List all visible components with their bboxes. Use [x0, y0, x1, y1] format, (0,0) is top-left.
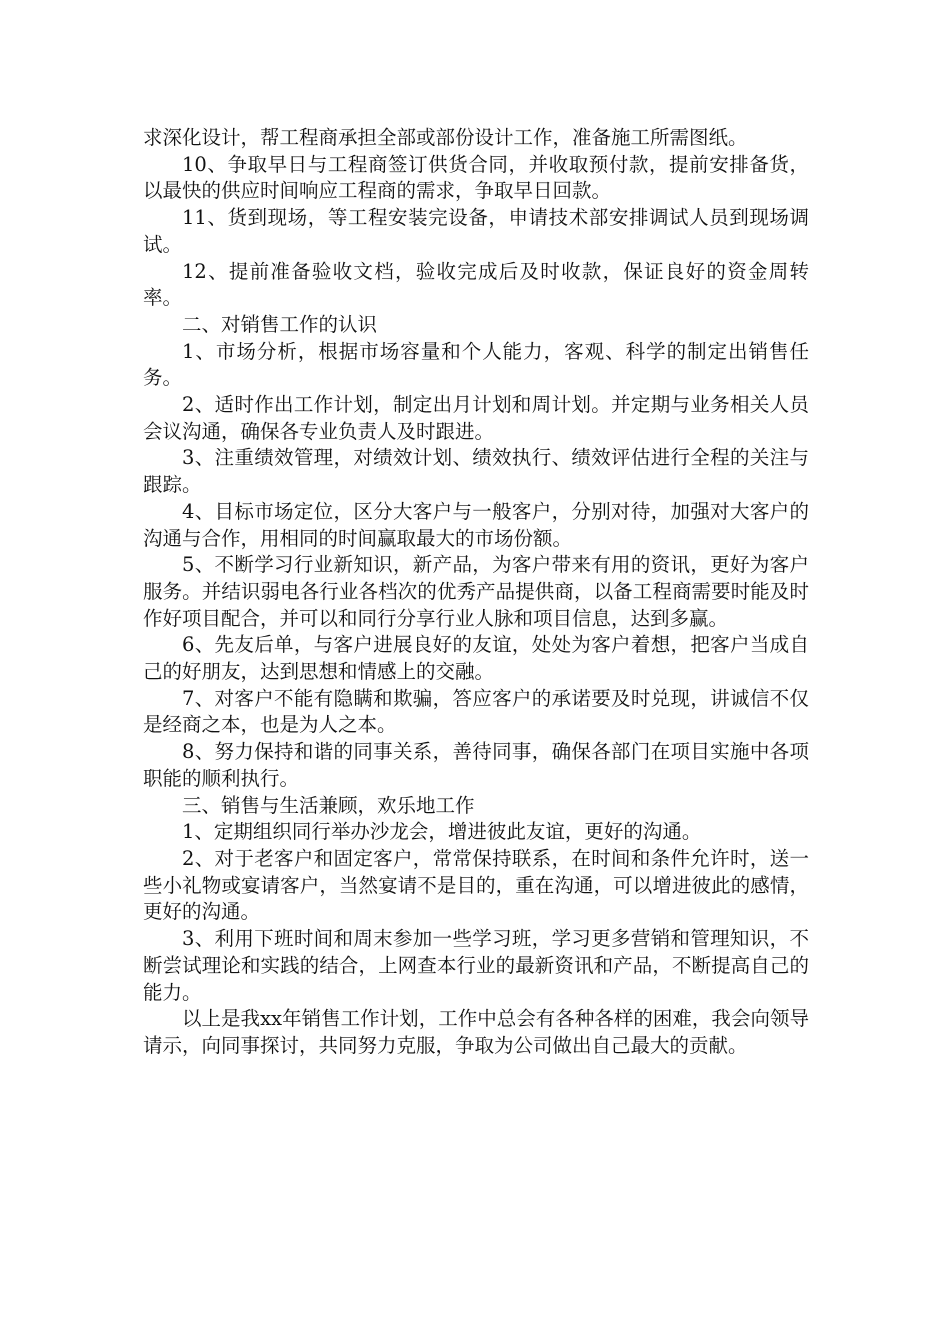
paragraph-s2-item-2: 2、适时作出工作计划，制定出月计划和周计划。并定期与业务相关人员会议沟通，确保各专业负责人及时跟进。 [143, 393, 809, 443]
paragraph-s2-item-5: 5、不断学习行业新知识，新产品，为客户带来有用的资讯，更好为客户服务。并结识弱电各行业各档次的优秀产品提供商，以备工程商需要时能及时作好项目配合，并可以和同行分享行业人脉和项目信息，达到多赢。 [143, 553, 809, 630]
paragraph-continuation: 求深化设计，帮工程商承担全部或部份设计工作，准备施工所需图纸。 [143, 126, 748, 149]
paragraph-s3-item-2: 2、对于老客户和固定客户，常常保持联系，在时间和条件允许时，送一些小礼物或宴请客户，当然宴请不是目的，重在沟通，可以增进彼此的感情，更好的沟通。 [143, 846, 809, 924]
section-heading-3: 三、销售与生活兼顾，欢乐地工作 [182, 793, 475, 817]
paragraph-s2-item-6: 6、先友后单，与客户进展良好的友谊，处处为客户着想，把客户当成自己的好朋友，达到思想和情感上的交融。 [143, 633, 809, 684]
paragraph-s2-item-4: 4、目标市场定位，区分大客户与一般客户，分别对待，加强对大客户的沟通与合作，用相同的时间赢取最大的市场份额。 [143, 499, 809, 550]
paragraph-s2-item-1: 1、市场分析，根据市场容量和个人能力，客观、科学的制定出销售任务。 [143, 339, 809, 390]
paragraph-s2-item-7: 7、对客户不能有隐瞒和欺骗，答应客户的承诺要及时兑现，讲诚信不仅是经商之本，也是为人之本。 [143, 686, 809, 737]
paragraph-item-11: 11、货到现场，等工程安装完设备，申请技术部安排调试人员到现场调试。 [143, 206, 809, 256]
paragraph-closing: 以上是我xx年销售工作计划，工作中总会有各种各样的困难，我会向领导请示，向同事探讨，共同努力克服，争取为公司做出自己最大的贡献。 [143, 1007, 809, 1057]
document-body [143, 125, 809, 1060]
paragraph-s3-item-1: 1、定期组织同行举办沙龙会，增进彼此友谊，更好的沟通。 [182, 820, 702, 844]
paragraph-item-12: 12、提前准备验收文档，验收完成后及时收款，保证良好的资金周转率。 [143, 259, 809, 310]
paragraph-s2-item-8: 8、努力保持和谐的同事关系，善待同事，确保各部门在项目实施中各项职能的顺利执行。 [143, 740, 809, 790]
section-heading-2: 二、对销售工作的认识 [182, 312, 378, 336]
paragraph-item-10: 10、争取早日与工程商签订供货合同，并收取预付款，提前安排备货，以最快的供应时间响应工程商的需求，争取早日回款。 [143, 152, 809, 203]
paragraph-s2-item-3: 3、注重绩效管理，对绩效计划、绩效执行、绩效评估进行全程的关注与跟踪。 [143, 446, 809, 497]
paragraph-s3-item-3: 3、利用下班时间和周末参加一些学习班，学习更多营销和管理知识，不断尝试理论和实践的结合，上网查本行业的最新资讯和产品，不断提高自己的能力。 [143, 927, 809, 1004]
